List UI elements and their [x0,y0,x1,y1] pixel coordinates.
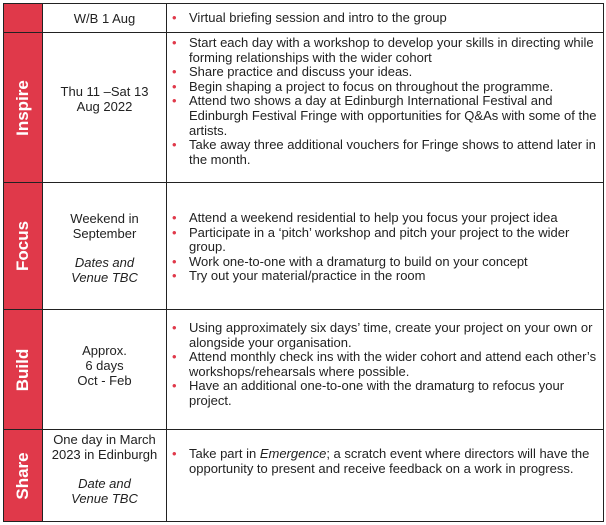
activity-list [167,321,603,409]
date-text: Oct - Feb [77,373,132,388]
date-text: 6 days [85,358,124,373]
list-item: • Using approximately six days’ time, create your project on your own or alongside your organisation. [189,321,603,350]
date-text: September [72,226,137,241]
phase-cell-share [4,430,43,522]
list-item: • Take away three additional vouchers for Fringe shows to attend later in the month. [189,138,603,167]
table-row [4,33,604,183]
list-item: • Start each day with a workshop to develop your skills in directing while forming relationships with the wider cohort [189,36,603,65]
date-cell [43,183,167,310]
list-item: • Virtual briefing session and intro to the group [189,11,603,26]
tbc-text: Dates and [74,255,135,270]
date-text: One day in March [53,432,156,447]
phase-label: Share [13,451,32,500]
date-cell [43,4,167,33]
phase-label: Build [13,348,32,391]
activity-list [167,36,603,167]
date-cell [43,33,167,183]
tbc-text: Date and [78,476,131,491]
programme-table [3,3,604,522]
date-text: Aug 2022 [76,99,133,114]
activity-list [167,211,603,284]
date-cell [43,430,167,522]
list-item: • Share practice and discuss your ideas. [189,65,603,80]
event-name: Emergence [259,446,327,461]
phase-cell-inspire [4,33,43,183]
phase-label: Focus [13,220,32,272]
activities-cell [167,183,604,310]
item-text: Take part in [189,446,260,461]
activity-list [167,447,603,476]
phase-cell-focus [4,183,43,310]
table-row [4,310,604,430]
tbc-text: Venue TBC [71,491,138,506]
date-cell [43,310,167,430]
list-item: • Try out your material/practice in the room [189,269,603,284]
date-text: Weekend in [70,211,139,226]
list-item: • Begin shaping a project to focus on throughout the programme. [189,80,603,95]
activities-cell [167,430,604,522]
list-item [189,447,603,476]
list-item: • Attend monthly check ins with the wider cohort and attend each other’s workshops/rehearsals where possible. [189,350,603,379]
date-text: 2023 in Edinburgh [51,447,158,462]
list-item: • Participate in a ‘pitch’ workshop and pitch your project to the wider group. [189,226,603,255]
date-text: Approx. [82,343,127,358]
item-text: ; a scratch event where directors will have the opportunity to present and receive feedback on a work in progress. [189,446,590,476]
tbc-text: Venue TBC [71,270,138,285]
list-item: • Attend a weekend residential to help you focus your project idea [189,211,603,226]
table-row [4,183,604,310]
list-item: • Have an additional one-to-one with the dramaturg to refocus your project. [189,379,603,408]
phase-cell-blank [4,4,43,33]
list-item: • Attend two shows a day at Edinburgh International Festival and Edinburgh Festival Fringe with opportunities for Q&As with some of the artists. [189,94,603,138]
phase-cell-build [4,310,43,430]
date-text: W/B 1 Aug [73,10,136,26]
phase-label: Inspire [13,79,32,136]
activities-cell [167,310,604,430]
activities-cell [167,4,604,33]
activity-list [167,11,603,26]
activities-cell [167,33,604,183]
table-row [4,430,604,522]
list-item: • Work one-to-one with a dramaturg to build on your concept [189,255,603,270]
table-row [4,4,604,33]
date-text: Thu 11 –Sat 13 [60,84,149,99]
